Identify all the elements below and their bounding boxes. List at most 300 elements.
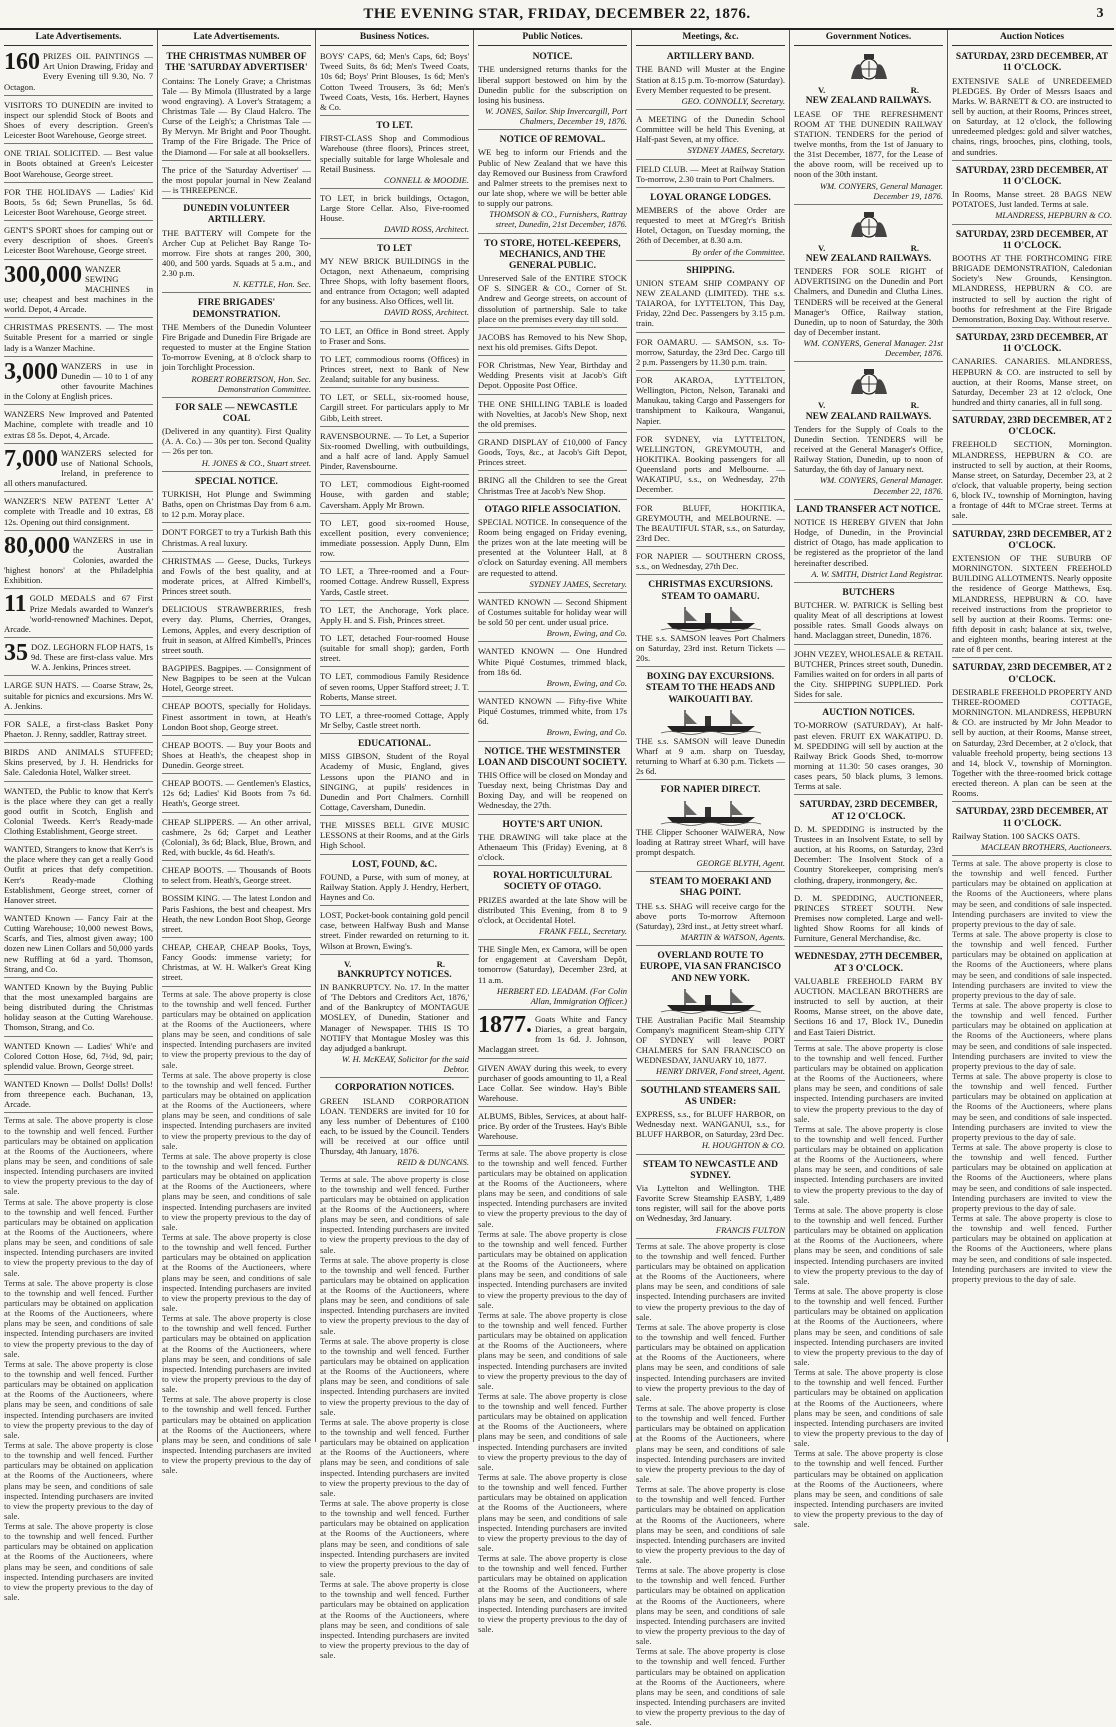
ad-body [320, 326, 469, 346]
advertisement [4, 49, 153, 96]
ad-body [162, 604, 311, 655]
ad-body [4, 747, 153, 777]
column-filler-text: Terms at sale. The above property is close to the township and well fenced. Further particulars may be obtained on application at the Rooms of the Auctioneers, where plans may be seen, and conditions of sale inspected. Intending purchasers are invited to view the property previous to the day of sale. [794, 1204, 943, 1286]
ad-body [320, 872, 469, 902]
column-filler-text: Terms at sale. The above property is close to the township and well fenced. Further particulars may be obtained on application at the Rooms of the Auctioneers, where plans may be seen, and conditions of sale inspected. Intending purchasers are invited to view the property previous to the day of sale. [952, 1141, 1112, 1213]
ad-body [636, 503, 785, 544]
advertisement [952, 413, 1112, 525]
ad-signature: SYDNEY JAMES, Secretary. [687, 145, 785, 156]
ad-body [320, 392, 469, 422]
ad-body [636, 64, 785, 94]
columns [0, 30, 1114, 1727]
advertisement [794, 49, 943, 205]
ad-body [636, 114, 785, 144]
ad-body [4, 51, 153, 92]
ad-text: TENDERS FOR SOLE RIGHT of ADVERTISING on the Dunedin and Port Chalmers, and Dunedin and Clutha Lines. TENDERS will be received at the General Manager's Office, Railway station, Dunedin, up to noon of Saturday, the 30th day of December instant. [794, 266, 943, 337]
ad-signature: HENRY DRIVER, Fond street, Agent. [656, 1066, 785, 1077]
advertisement [320, 429, 469, 476]
ad-heading: OVERLAND ROUTE TO EUROPE, VIA SAN FRANCISCO AND NEW YORK. [639, 951, 782, 984]
advertisement [636, 335, 785, 371]
advertisement [162, 661, 311, 697]
ad-body [794, 109, 943, 180]
ad-heading: OTAGO RIFLE ASSOCIATION. [484, 504, 621, 515]
advertisement [4, 1039, 153, 1075]
ad-text: Tenders for the Supply of Coals to the Dunedin Section. TENDERS will be received at the General Manager's Office, Railway Station, Dunedin, up to noon of Saturday, the 6th day of January next. [794, 423, 943, 475]
ad-text: A MEETING of the Dunedin School Committee will be held This Evening, at Half-past Seven, at my office. [636, 113, 785, 145]
ad-body [636, 1015, 785, 1066]
ad-text: In Rooms, Manse street. 28 BAGS NEW POTATOES, Just landed. Terms at sale. [952, 189, 1112, 210]
ad-text: MY NEW BRICK BUILDINGS in the Octagon, next Athenaeum, comprising Three Shops, with lofty basement floors, and entrance from Octagon; well adapted for any business. Also Offices, well lit. [320, 255, 469, 307]
ad-body [320, 820, 469, 850]
ad-text: RAVENSBOURNE. — To Let, a Superior Six-roomed Dwelling, with outbuildings, and a half acre of land. Apply Samuel Pinder, Ravensbourne. [320, 430, 469, 472]
ad-body [4, 445, 153, 489]
advertisement [478, 644, 627, 692]
ad-body [4, 719, 153, 739]
advertisement [794, 207, 943, 363]
advertisement [320, 191, 469, 239]
advertisement [162, 891, 311, 938]
advertisement [162, 474, 311, 524]
ad-body [636, 278, 785, 329]
ad-body [4, 261, 153, 315]
ad-text: LOST, Pocket-book containing gold pencil case, between Halfway Bush and Manse street. Finder rewarded on returning to it. Wilson at Brown, Ewing's. [320, 910, 469, 951]
newspaper-column [632, 30, 790, 1727]
ad-text: WANZERS New Improved and Patented Machine, complete with treadle and 10 extras £8 5s. Depot, 4, Arcade. [4, 409, 153, 440]
advertisement [162, 554, 311, 601]
advertisement [952, 330, 1112, 411]
masthead [0, 0, 1114, 30]
ad-body [4, 100, 153, 141]
column-section-header: Business Notices. [320, 32, 469, 46]
advertisement [320, 241, 469, 322]
ad-text: FOR NAPIER — SOUTHERN CROSS, s.s., on Wednesday, 27th Dec. [636, 551, 785, 572]
column-filler-text: Terms at sale. The above property is close to the township and well fenced. Further particulars may be obtained on application at the Rooms of the Auctioneers, where plans may be seen, and conditions of sale inspected. Intending purchasers are invited to view the property previous to the day of sale. [952, 858, 1112, 929]
ship-engraving [636, 708, 785, 734]
ad-text: EXTENSION OF THE SUBURB OF MORNINGTON. SIXTEEN FREEHOLD BUILDING ALLOTMENTS. Nearly opposite the residence of George Matthews, Esq. MLANDRESS, HEPBURN & CO. have received instructions from the proprietor to sell by auction at their Rooms. Terms: one-fifth deposit in cash; balance at six, twelve, and eighteen months, bearing interest at the rate of 8 per cent. [952, 553, 1112, 655]
advertisement [4, 185, 153, 221]
ad-text: D. M. SPEDDING is instructed by the Trustees in an Insolvent Estate, to sell by auction, at his Rooms, on Saturday, 23rd December: The Insolvent Stock of a Country Storekeeper, comprising men's clothing, drapery, ironmongery, &c. [794, 823, 943, 885]
advertisement [4, 533, 153, 590]
advertisement [320, 564, 469, 600]
ad-text: TO LET, an Office in Bond street. Apply to Fraser and Sons. [320, 325, 469, 346]
ad-body [320, 354, 469, 384]
ad-signature: FRANK FELL, Secretary. [539, 926, 627, 937]
ad-large-numeral: 300,000 [4, 261, 82, 288]
advertisement [4, 784, 153, 841]
ad-text: VALUABLE FREEHOLD FARM BY AUCTION. MACLEAN BROTHERS are instructed to sell by auction, at their Rooms, Manse street, on the above date, Sections 16 and 17, Block IV., Dunedin and East Taieri District. [794, 975, 943, 1037]
ad-text: LARGE SUN HATS. — Coarse Straw, 2s, suitable for picnics and excursions. Mrs W. A. Jenkins. [4, 680, 153, 711]
ad-text: DELICIOUS STRAWBERRIES, fresh every day. Plums, Cherries, Oranges, Lemons, Apples, and every description of fruit in season, at Alfred Kimbell's, Princes street south. [162, 604, 311, 655]
ad-body [636, 375, 785, 426]
ad-body [320, 982, 469, 1053]
advertisement [320, 118, 469, 189]
advertisement [320, 708, 469, 734]
ad-heading: HOYTE'S ART UNION. [502, 819, 603, 830]
ad-text: Contains: The Lonely Grave; a Christmas Tale — By Mimola (Illustrated by a large wood engraving). A Lover's Stratagem; a Christmas Tale — By Claud Halcro. The Curse of the Leigh's; a Christmas Tale — By Mervyn. Mr Bright and Poor Thought. Tramp of the Fire Brigade. The Price of the Diamond — For sale at all booksellers. [162, 75, 311, 157]
ad-heading: SATURDAY, 23RD DECEMBER, AT 12 O'CLOCK. [799, 800, 938, 822]
ad-text: WANTED Known — Dolls! Dolls! Dolls! from threepence each. Buchanan, 13, Arcade. [4, 1079, 153, 1110]
column-filler-text: Terms at sale. The above property is close to the township and well fenced. Further particulars may be obtained on application at the Rooms of the Auctioneers, where plans may be seen, and conditions of sale inspected. Intending purchasers are invited to view the property previous to the day of sale. [4, 1358, 153, 1440]
ad-body [320, 1096, 469, 1157]
advertisement [636, 373, 785, 430]
advertisement [952, 660, 1112, 802]
advertisement [4, 717, 153, 743]
ad-text: BOYS' CAPS, 6d; Men's Caps, 6d; Boys' Tweed Suits, 8s 6d; Men's Tweed Coats, 10s 6d; Boys' Print Blouses, 1s 6d; Men's Cotton Tweed Trousers, 3s 6d; Men's Tweed Coats, Vests, 16s. Herbert, Haynes & Co. [320, 51, 469, 112]
advertisement [478, 744, 627, 815]
ad-body [4, 409, 153, 439]
crest [794, 211, 943, 241]
steamship-icon [661, 605, 761, 631]
ad-body [478, 475, 627, 495]
ad-text: THE Clipper Schooner WAIWERA, Now loading at Rattray street Wharf, will have prompt despatch. [636, 826, 785, 857]
ad-text: WANTED, the Public to know that Kerr's is the place where they can get a really good outfit in Scotch, English and Colonial Tweeds. Kerr's Ready-made Clothing Establishment, George street. [4, 785, 153, 837]
ad-text: IN BANKRUPTCY. No. 17. In the matter of 'The Debtors and Creditors Act, 1876,' and of the Bankruptcy of MONTAGUE MOSLEY, of Dunedin, Stationer and Manager of Newspaper. THIS IS TO NOTIFY that Montague Mosley was this day adjudged a bankrupt. [320, 982, 469, 1053]
ad-body [320, 910, 469, 951]
ad-body [478, 147, 627, 208]
ad-body [478, 597, 627, 627]
ad-text: WANTED, Strangers to know that Kerr's is the place where they can get a really Good Outfit at prices that defy competition. Kerr's Ready-made Clothing Establishment, George street, corner of Hanover street. [4, 844, 153, 905]
ad-body [636, 1109, 785, 1139]
column-filler-text: Terms at sale. The above property is close to the township and well fenced. Further particulars may be obtained on application at the Rooms of the Auctioneers, where plans may be seen, and conditions of sale inspected. Intending purchasers are invited to view the property previous to the day of sale. [636, 1565, 785, 1647]
advertisement [162, 738, 311, 774]
page-number: 3 [1096, 6, 1104, 21]
ad-body [636, 434, 785, 495]
ad-body [162, 322, 311, 373]
ad-body [320, 479, 469, 509]
ad-text: JACOBS has Removed to his New Shop, next his old premises. Gifts Depot. [478, 331, 627, 353]
ad-text: WANZERS in use in Dunedin — 10 to 1 of any other favourite Machines in the Colony at English prices. [4, 360, 153, 402]
ad-body [320, 710, 469, 730]
advertisement [162, 863, 311, 889]
ad-text: DESIRABLE FREEHOLD PROPERTY AND THREE-ROOMED COTTAGE, MORNINGTON. MLANDRESS, HEPBURN & CO. are instructed by Mr John Meador to sell by auction, at their Rooms, Manse street, on Saturday, 23rd December, at 2 o'clock, that valuable freehold property, being sections 13 and 14, block V., township of Mornington. Together with the three-roomed brick cottage erected thereon. A plan can be seen at the Rooms. [952, 686, 1112, 799]
advertisement [320, 352, 469, 388]
ad-signature: SYDNEY JAMES, Secretary. [529, 578, 627, 589]
advertisement [794, 502, 943, 583]
advertisement [162, 163, 311, 199]
ad-signature: DAVID ROSS, Architect. [383, 307, 469, 318]
ad-body [478, 770, 627, 811]
steamship-icon [661, 987, 761, 1013]
ad-text: PRIZES awarded at the late Show will be distributed This Evening, from 8 to 9 o'clock, at Occidental Hotel. [478, 894, 627, 925]
ad-text: THE Members of the Dunedin Volunteer Fire Brigade and Dunedin Fire Brigade are requested to muster at the Engine Station To-morrow Evening, at 8 o'clock sharp to join Torchlight Procession. [162, 321, 311, 373]
advertisement [478, 1061, 627, 1108]
ad-body [4, 786, 153, 837]
advertisement [320, 477, 469, 513]
column-filler-text: Terms at sale. The above property is close to the township and well fenced. Further particulars may be obtained on application at the Rooms of the Auctioneers, where plans may be seen, and conditions of sale inspected. Intending purchasers are invited to view the property previous to the day of sale. [162, 988, 311, 1070]
ad-body [478, 696, 627, 726]
ad-body [4, 358, 153, 402]
ad-text: LEASE OF THE REFRESHMENT ROOM AT THE DUNEDIN RAILWAY STATION. TENDERS for the period of twelve months, from the 1st of January to the 31st December, 1877, for the Lease of the above room, will be received up to noon of the 30th instant. [794, 108, 943, 180]
ad-text: THE Single Men, ex Camora, will be open for engagement at Caversham Depôt, tomorrow (Saturday), December 23rd, at 11 a.m. [478, 944, 627, 985]
ad-heading: FOR SALE — NEWCASTLE COAL [175, 402, 298, 424]
column-filler-text: Terms at sale. The above property is close to the township and well fenced. Further particulars may be obtained on application at the Rooms of the Auctioneers, where plans may be seen, and conditions of sale inspected. Intending purchasers are invited to view the property previous to the day of sale. [636, 1484, 785, 1566]
ad-signature: MARTIN & WATSON, Agents. [680, 932, 785, 943]
ad-heading: NEW ZEALAND RAILWAYS. [805, 253, 932, 264]
ad-body [162, 893, 311, 934]
ad-body [952, 831, 1112, 841]
column-section-header: Auction Notices [952, 32, 1112, 46]
advertisement [320, 669, 469, 705]
advertisement [952, 49, 1112, 161]
advertisement [320, 49, 469, 116]
column-filler-text: Terms at sale. The above property is close to the township and well fenced. Further particulars may be obtained on application at the Rooms of the Auctioneers, where plans may be seen, and conditions of sale inspected. Intending purchasers are invited to view the property previous to the day of sale. [162, 1394, 311, 1476]
ad-body [478, 360, 627, 390]
advertisement [320, 324, 469, 350]
ad-body [636, 736, 785, 777]
advertisement [794, 949, 943, 1040]
column-filler-text: Terms at sale. The above property is close to the township and well fenced. Further particulars may be obtained on application at the Rooms of the Auctioneers, where plans may be seen, and conditions of sale inspected. Intending purchasers are invited to view the property previous to the day of sale. [636, 1321, 785, 1403]
ad-signature: REID & DUNCANS. [397, 1157, 469, 1168]
ad-body [320, 256, 469, 307]
column-filler-text: Terms at sale. The above property is close to the township and well fenced. Further particulars may be obtained on application at the Rooms of the Auctioneers, where plans may be seen, and conditions of sale inspected. Intending purchasers are invited to view the property previous to the day of sale. [952, 929, 1112, 1000]
advertisement [636, 112, 785, 160]
ad-text: FOR OAMARU. — SAMSON, s.s. To-morrow, Saturday, the 23rd Dec. Cargo till 2 p.m. Passengers by 11.30 p.m. train. [636, 336, 785, 367]
ad-heading: BANKRUPTCY NOTICES. [337, 969, 452, 980]
ad-body [636, 633, 785, 663]
ad-body [162, 76, 311, 157]
ad-heading: FOR NAPIER DIRECT. [660, 785, 761, 796]
ad-signature: Brown, Ewing, and Co. [546, 628, 627, 639]
ad-text: CANARIES. CANARIES. MLANDRESS, HEPBURN & CO. are instructed to sell by auction, at their Rooms, Manse street, on Saturday, December 23 at 12 o'clock, One hundred and thirty canaries, all in full song. [952, 356, 1112, 407]
ship-engraving [636, 799, 785, 825]
column-filler-text: Terms at sale. The above property is close to the township and well fenced. Further particulars may be obtained on application at the Rooms of the Auctioneers, where plans may be seen, and conditions of sale inspected. Intending purchasers are invited to view the property previous to the day of sale. [162, 1231, 311, 1313]
ad-text: TO LET, good six-roomed House, excellent position, every convenience; immediate possession. Apply Dunn, Elm row. [320, 517, 469, 559]
advertisement [952, 804, 1112, 856]
ad-heading: EDUCATIONAL. [358, 739, 431, 750]
ad-text: JOHN VEZEY, WHOLESALE & RETAIL BUTCHER, Princes street south, Dunedin. Families waited on for orders in all parts of the City. SHIPPING SUPPLIED. Pork Sides for sale. [794, 648, 943, 700]
ad-signature: W. JONES, Sailor. Ship Invercargill, Port Chalmers, December 19, 1876. [484, 105, 627, 127]
advertisement [162, 295, 311, 397]
ad-large-numeral: 35 [4, 639, 28, 666]
ad-text: BIRDS AND ANIMALS STUFFED; Skins preserved, by J. H. Hendricks for Sale. Caledonia Hotel, Walker street. [4, 747, 153, 778]
ad-signature: MACLEAN BROTHERS, Auctioneers. [980, 841, 1112, 852]
ad-text: THE undersigned returns thanks for the liberal support bestowed on him by the Dunedin public for the subscription on losing his business. [478, 64, 627, 105]
ad-heading: NEW ZEALAND RAILWAYS. [805, 411, 932, 422]
ad-body [162, 527, 311, 547]
ad-body [794, 600, 943, 641]
ad-text: SPECIAL NOTICE. In consequence of the Room being engaged on Friday evening, the prizes won at the late meeting will be presented at the Volunteer Hall, at 8 o'clock on Saturday evening. All members are requested to attend. [478, 516, 627, 578]
advertisement [320, 957, 469, 1079]
ad-heading: DUNEDIN VOLUNTEER ARTILLERY. [183, 204, 290, 226]
ad-signature: ROBERT ROBERTSON, Hon. Sec. Demonstration Committee. [191, 373, 311, 394]
advertisement [478, 1109, 627, 1145]
ad-text: FOR AKAROA, LYTTELTON, Wellington, Picton, Nelson, Taranaki and Manukau, taking Cargo and Passengers for transhipment to Kaikoura, Wanganui, Napier. [636, 375, 785, 426]
ad-text: FOR Christmas, New Year, Birthday and Wedding Presents visit at Jacob's Gift Depot. Opposite Post Office. [478, 360, 627, 391]
ad-heading: SATURDAY, 23RD DECEMBER, AT 11 O'CLOCK. [955, 229, 1109, 251]
ad-text: EXTENSIVE SALE of UNREDEEMED PLEDGES. By Order of Messrs Isaacs and Marks. W. BARNETT & CO. are instructed to sell by auction, at their Rooms, Princes street, on Saturday, at 12 o'clock, the following unredeemed pledges: gold and silver watches, chains, rings, brooches, pins, clothing, tools, and sundries. [952, 75, 1112, 157]
ad-text: FOR BLUFF, HOKITIKA, GREYMOUTH, and MELBOURNE. — The BEAUTIFUL STAR, s.s., on Saturday, 23rd Dec. [636, 502, 785, 544]
crest [794, 53, 943, 83]
ad-large-numeral: 11 [4, 591, 27, 618]
newspaper-column [0, 30, 158, 1603]
advertisement [162, 400, 311, 472]
ad-text: TO LET, commodious rooms (Offices) in Princes street, next to Bank of New Zealand; suitable for any business. [320, 353, 469, 385]
ad-body [320, 605, 469, 625]
ad-heading: LOST, FOUND, &C. [351, 859, 438, 870]
ad-heading: SOUTHLAND STEAMERS SAIL AS UNDER: [640, 1085, 781, 1107]
column-filler-text: Terms at sale. The above property is close to the township and well fenced. Further particulars may be obtained on application at the Rooms of the Auctioneers, where plans may be seen, and conditions of sale inspected. Intending purchasers are invited to view the property previous to the day of sale. [320, 1254, 469, 1336]
ad-body [794, 649, 943, 700]
ad-body [320, 431, 469, 472]
ad-heading: CHRISTMAS EXCURSIONS. STEAM TO OAMARU. [648, 580, 773, 602]
ad-body [794, 824, 943, 885]
advertisement [4, 842, 153, 909]
ad-signature: MLANDRESS, HEPBURN & CO. [995, 210, 1112, 221]
column-filler-text: Terms at sale. The above property is close to the township and well fenced. Further particulars may be obtained on application at the Rooms of the Auctioneers, where plans may be seen, and conditions of sale inspected. Intending purchasers are invited to view the property previous to the day of sale. [4, 1521, 153, 1603]
ad-text: THE DRAWING will take place at the Athenaeum This (Friday) Evening, at 8 o'clock. [478, 831, 627, 863]
ad-text: TO LET, a Three-roomed and a Four-roomed Cottage. Andrew Russell, Express Yards, Castle street. [320, 566, 469, 597]
ad-text: BOOTHS AT THE FORTHCOMING FIRE BRIGADE DEMONSTRATION, Caledonian Society's New Grounds, Kensington. MLANDRESS, HEPBURN & CO. are instructed to sell by auction the right of booths for refreshment at the Fire Brigade Demonstration, Boxing Day. Without reserve. [952, 252, 1112, 324]
advertisement [320, 631, 469, 667]
advertisement [320, 857, 469, 907]
ad-body [478, 944, 627, 985]
ad-text: The price of the 'Saturday Advertiser' — the most popular journal in New Zealand — is THREEPENCE. [162, 164, 311, 196]
ad-text: VISITORS TO DUNEDIN are invited to inspect our splendid Stock of Boots and Shoes of every description. Green's Leicester Boot Warehouse, George street. [4, 99, 153, 141]
ad-text: GOLD MEDALS and 67 First Prize Medals awarded to Wanzer's 'world-renowned' Machines. Depot, Arcade. [4, 593, 153, 634]
ad-body [478, 1111, 627, 1141]
ad-signature: N. KETTLE, Hon. Sec. [232, 279, 311, 290]
ad-heading: LAND TRANSFER ACT NOTICE. [796, 504, 941, 515]
ad-text: EXPRESS, s.s., for BLUFF HARBOR, on Wednesday next. WANGANUI, s.s., for BLUFF HARBOR, on Saturday, 23rd Dec. [636, 1109, 785, 1140]
ad-heading: BOXING DAY EXCURSIONS. STEAM TO THE HEADS AND WAIKOUAITI BAY. [645, 672, 776, 705]
column-filler-text: Terms at sale. The above property is close to the township and well fenced. Further particulars may be obtained on application at the Rooms of the Auctioneers, where plans may be seen, and conditions of sale inspected. Intending purchasers are invited to view the property previous to the day of sale. [794, 1123, 943, 1205]
advertisement [4, 446, 153, 493]
ad-signature: WM. CONYERS, General Manager. 21st December, 1876. [803, 338, 943, 359]
column-filler-text: Terms at sale. The above property is close to the township and well fenced. Further particulars may be obtained on application at the Rooms of the Auctioneers, where plans may be seen, and conditions of sale inspected. Intending purchasers are invited to view the property previous to the day of sale. [794, 1042, 943, 1124]
ad-body [4, 225, 153, 255]
column-filler-text: Terms at sale. The above property is close to the township and well fenced. Further particulars may be obtained on application at the Rooms of the Auctioneers, where plans may be seen, and conditions of sale inspected. Intending purchasers are invited to view the property previous to the day of sale. [478, 1472, 627, 1554]
column-filler-text: Terms at sale. The above property is close to the township and well fenced. Further particulars may be obtained on application at the Rooms of the Auctioneers, where plans may be seen, and conditions of sale inspected. Intending purchasers are invited to view the property previous to the day of sale. [162, 1150, 311, 1232]
ad-heading: CORPORATION NOTICES. [334, 1083, 455, 1094]
ad-text: THE MISSES BELL GIVE MUSIC LESSONS at their Rooms, and at the Girls High School. [320, 820, 469, 851]
column-section-header: Public Notices. [478, 32, 627, 46]
ad-text: Railway Station. 100 SACKS OATS. [952, 830, 1080, 841]
advertisement [794, 647, 943, 704]
advertisement [952, 163, 1112, 225]
ad-heading: NOTICE. [532, 52, 573, 63]
ad-body [4, 1079, 153, 1109]
advertisement [4, 980, 153, 1037]
ad-signature: DAVID ROSS, Architect. [383, 224, 469, 235]
ad-body [162, 817, 311, 858]
ad-text: NOTICE IS HEREBY GIVEN that John Hodge, of Dunedin, in the Provincial district of Otago, has made application to be registered as the proprietor of the land hereinafter described. [794, 516, 943, 568]
ad-text: MISS GIBSON, Student of the Royal Academy of Music, England, gives Lessons upon the PIANO and in SINGING, at pupils' residences in Dunedin and Port Chalmers. Cornhill Cottage, Caversham, Dunedin. [320, 751, 469, 812]
royal-cipher: V. R. [818, 85, 919, 96]
ad-text: THE BAND will Muster at the Engine Station at 8.15 p.m. To-morrow (Saturday). Every Member requested to be present. [636, 64, 785, 95]
ad-signature: GEORGE BLYTH, Agent. [696, 858, 785, 869]
royal-cipher: V. R. [818, 242, 919, 253]
ad-text: CHRISTMAS PRESENTS. — The most Suitable Present for a married or single lady is a Wanzer Machine. [4, 322, 153, 353]
advertisement [162, 49, 311, 161]
column-filler-text: Terms at sale. The above property is close to the township and well fenced. Further particulars may be obtained on application at the Rooms of the Auctioneers, where plans may be seen, and conditions of sale inspected. Intending purchasers are invited to view the property previous to the day of sale. [952, 1212, 1112, 1284]
advertisement [636, 501, 785, 548]
advertisement [478, 595, 627, 643]
advertisement [320, 516, 469, 563]
ad-body [4, 593, 153, 634]
ad-text: Unreserved Sale of the ENTIRE STOCK OF S. SINGER & CO., Corner of St. Andrew and George streets, on account of dissolution of partnership. Sale to take place on the premises every day till sold. [478, 273, 627, 324]
ad-text: ONE TRIAL SOLICITED. — Best value in Boots obtained at Green's Leicester Boot Warehouse, George street. [4, 148, 153, 179]
ad-text: CHEAP BOOTS, specially for Holidays. Finest assortment in town, at Heath's London Boot shop, George street. [162, 701, 311, 732]
column-filler-text: Terms at sale. The above property is close to the township and well fenced. Further particulars may be obtained on application at the Rooms of the Auctioneers, where plans may be seen, and conditions of sale inspected. Intending purchasers are invited to view the property previous to the day of sale. [636, 1240, 785, 1322]
newspaper-column [474, 30, 632, 1635]
advertisement [4, 320, 153, 356]
royal-crest-icon [847, 368, 891, 398]
advertisement [162, 940, 311, 987]
advertisement [4, 223, 153, 259]
ad-text: WANZER'S NEW PATENT 'Letter A' complete with Treadle and 10 extras, £8 12s. Opening out third consignment. [4, 496, 153, 527]
ad-body [478, 273, 627, 324]
ad-text: TURKISH, Hot Plunge and Swimming Baths, open on Christmas Day from 6 a.m. to 12 p.m. Moray place. [162, 488, 311, 520]
ad-heading: TO LET [377, 243, 412, 254]
ship-engraving [636, 987, 785, 1013]
ad-body [162, 228, 311, 279]
ad-text: FIRST-CLASS Shop and Commodious Warehouse (three floors), Princes street, specially suitable for large Wholesale and Retail Business. [320, 133, 469, 174]
column-filler-text: Terms at sale. The above property is close to the township and well fenced. Further particulars may be obtained on application at the Rooms of the Auctioneers, where plans may be seen, and conditions of sale inspected. Intending purchasers are invited to view the property previous to the day of sale. [794, 1286, 943, 1368]
ad-text: ALBUMS, Bibles, Services, at about half-price. By order of the Trustees. Hay's Bible Warehouse. [478, 1111, 627, 1142]
advertisement [162, 699, 311, 735]
advertisement [636, 432, 785, 499]
ad-body [952, 553, 1112, 654]
ad-text: WANZERS in use in the Australian Colonies, awarded the 'highest honors' at the Philadelphia Exhibition. [4, 534, 153, 586]
crest [794, 368, 943, 398]
ad-text: UNION STEAM SHIP COMPANY OF NEW ZEALAND (LIMITED). THE s.s. TAIAROA, for LYTTELTON, This Day, Friday, 22nd Dec. Passengers by 3.15 p.m. train. [636, 277, 785, 329]
ad-body [478, 517, 627, 578]
ad-heading: NOTICE OF REMOVAL. [499, 135, 606, 146]
ad-text: FOR SALE, a first-class Basket Pony Phaeton. J. Renny, saddler, Rattray street. [4, 718, 153, 739]
ad-heading: ROYAL HORTICULTURAL SOCIETY OF OTAGO. [492, 871, 613, 893]
ad-body [320, 633, 469, 663]
advertisement [636, 874, 785, 946]
advertisement [794, 705, 943, 795]
advertisement [4, 911, 153, 978]
advertisement [952, 527, 1112, 659]
column-filler-text: Terms at sale. The above property is close to the township and well fenced. Further particulars may be obtained on application at the Rooms of the Auctioneers, where plans may be seen, and conditions of sale inspected. Intending purchasers are invited to view the property previous to the day of sale. [952, 1071, 1112, 1142]
ad-body [952, 687, 1112, 799]
column-filler-text: Terms at sale. The above property is close to the township and well fenced. Further particulars may be obtained on application at the Rooms of the Auctioneers, where plans may be seen, and conditions of sale inspected. Intending purchasers are invited to view the property previous to the day of sale. [478, 1228, 627, 1310]
ad-text: WANTED Known — Ladies' Whi'e and Colored Cotton Hose, 6d, 7½d, 9d, pair; splendid value. Brown, George street. [4, 1040, 153, 1071]
advertisement [4, 678, 153, 714]
ad-signature: H. HOUGHTON & CO. [701, 1140, 785, 1151]
ad-heading: LOYAL ORANGE LODGES. [650, 192, 771, 203]
column-filler-text: Terms at sale. The above property is close to the township and well fenced. Further particulars may be obtained on application at the Rooms of the Auctioneers, where plans may be seen, and conditions of sale inspected. Intending purchasers are invited to view the property previous to the day of sale. [4, 1439, 153, 1521]
ad-heading: SATURDAY, 23RD DECEMBER, AT 11 O'CLOCK. [955, 52, 1109, 74]
advertisement [4, 494, 153, 530]
advertisement [636, 948, 785, 1080]
ad-text: THE s.s. SHAG will receive cargo for the above ports To-morrow Afternoon (Saturday), 23rd inst., at Jetty street wharf. [636, 900, 785, 931]
ad-heading: TO LET. [376, 121, 413, 132]
advertisement [4, 407, 153, 443]
advertisement [4, 98, 153, 145]
ad-heading: SATURDAY, 23RD DECEMBER, AT 2 O'CLOCK. [952, 663, 1112, 685]
ad-text: WANTED KNOWN — Fifty-five White Piqué Costumes, trimmed white, from 17s 6d. [478, 696, 627, 727]
ad-text: DON'T FORGET to try a Turkish Bath this Christmas. A real luxury. [162, 527, 311, 548]
advertisement [636, 669, 785, 780]
ad-body [4, 982, 153, 1033]
column-filler-text: Terms at sale. The above property is close to the township and well fenced. Further particulars may be obtained on application at the Rooms of the Auctioneers, where plans may be seen, and conditions of sale inspected. Intending purchasers are invited to view the property previous to the day of sale. [4, 1196, 153, 1278]
ad-text: FOR SYDNEY, via LYTTELTON, WELLINGTON, GREYMOUTH, and HOKITIKA. Booking passengers for all Queensland ports and Melbourne. — WAKATIPU, s.s., on Wednesday, 27th December. [636, 433, 785, 495]
ad-body [320, 566, 469, 596]
column-filler-text: Terms at sale. The above property is close to the township and well fenced. Further particulars may be obtained on application at the Rooms of the Auctioneers, where plans may be seen, and conditions of sale inspected. Intending purchasers are invited to view the property previous to the day of sale. [320, 1579, 469, 1661]
ad-text: FOR THE HOLIDAYS — Ladies' Kid Boots, 5s 6d; Sewn Prunellas, 5s 6d. Leicester Boot Warehouse, George street. [4, 186, 153, 218]
ad-body [162, 701, 311, 731]
newspaper-column [158, 30, 316, 1476]
newspaper-column [316, 30, 474, 1661]
advertisement [4, 262, 153, 319]
ad-body [952, 76, 1112, 157]
advertisement [478, 473, 627, 499]
ad-text: TO LET, or SELL, six-roomed house, Cargill street. For particulars apply to Mr Gibb, Leith street. [320, 392, 469, 423]
advertisement [636, 577, 785, 667]
